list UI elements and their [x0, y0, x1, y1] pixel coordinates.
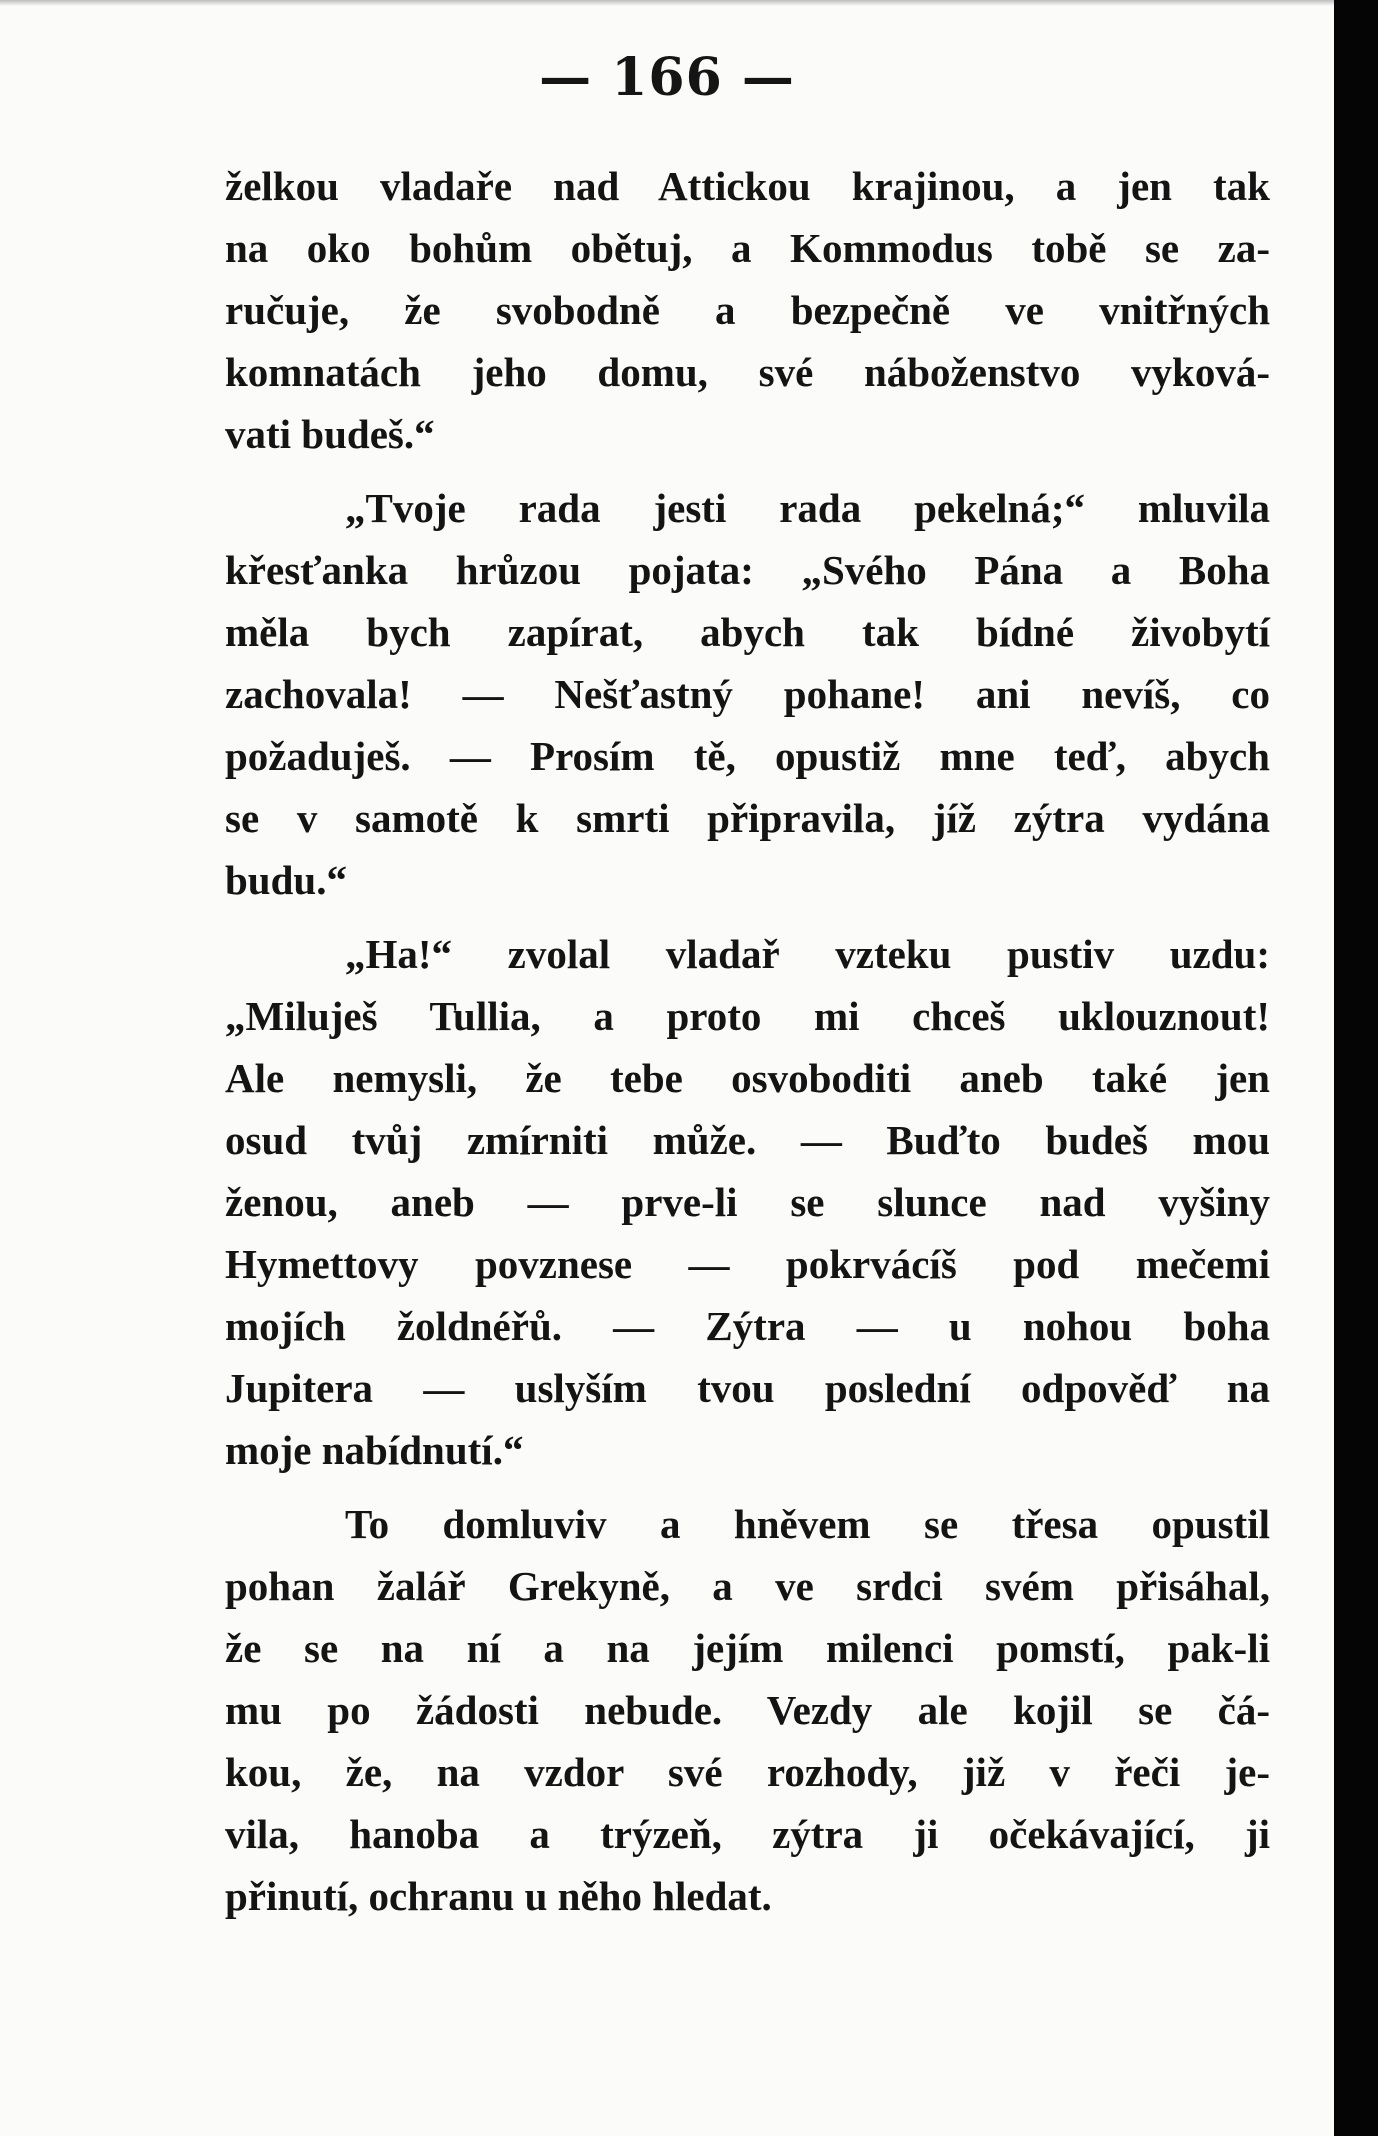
text-line: osud tvůj zmírniti může. — Buďto budeš mou — [225, 1117, 1270, 1163]
text-line: se v samotě k smrti připravila, jíž zýtra vydána — [225, 795, 1270, 841]
text-line: přinutí, ochranu u něho hledat. — [225, 1873, 772, 1919]
text-line: „Ha!“ zvolal vladař vzteku pustiv uzdu: — [345, 931, 1270, 977]
text-line: Ale nemysli, že tebe osvoboditi aneb také jen — [225, 1055, 1270, 1101]
text-line: ručuje, že svobodně a bezpečně ve vnitřných — [225, 287, 1270, 333]
text-line: mojích žoldnéřů. — Zýtra — u nohou boha — [225, 1303, 1270, 1349]
scan-dark-border — [1334, 0, 1378, 2136]
text-line: moje nabídnutí.“ — [225, 1427, 524, 1473]
text-line: budu.“ — [225, 857, 347, 903]
body-text — [225, 155, 1270, 1939]
paragraph-1 — [225, 155, 1270, 465]
text-line: vati budeš.“ — [225, 411, 435, 457]
page-top-edge — [0, 0, 1334, 6]
text-line: mu po žádosti nebude. Vezdy ale kojil se čá- — [225, 1687, 1270, 1733]
text-line: že se na ní a na jejím milenci pomstí, pak-li — [225, 1625, 1270, 1671]
page-number: — 166 — — [539, 47, 795, 108]
text-line: želkou vladaře nad Attickou krajinou, a jen tak — [225, 163, 1270, 209]
paragraph-2 — [225, 477, 1270, 911]
text-line: „Tvoje rada jesti rada pekelná;“ mluvila — [345, 485, 1270, 531]
text-line: vila, hanoba a trýzeň, zýtra ji očekávající, ji — [225, 1811, 1270, 1857]
paragraph-3 — [225, 923, 1270, 1481]
text-line: kou, že, na vzdor své rozhody, již v řeči je- — [225, 1749, 1270, 1795]
text-line: To domluviv a hněvem se třesa opustil — [345, 1501, 1270, 1547]
text-line: Hymettovy povznese — pokrvácíš pod mečemi — [225, 1241, 1270, 1287]
text-line: komnatách jeho domu, své náboženstvo vyková- — [225, 349, 1270, 395]
paragraph-4 — [225, 1493, 1270, 1927]
text-line: pohan žalář Grekyně, a ve srdci svém přisáhal, — [225, 1563, 1270, 1609]
text-line: požaduješ. — Prosím tě, opustiž mne teď, abych — [225, 733, 1270, 779]
text-line: „Miluješ Tullia, a proto mi chceš uklouznout! — [225, 993, 1270, 1039]
text-line: křesťanka hrůzou pojata: „Svého Pána a Boha — [225, 547, 1270, 593]
text-line: měla bych zapírat, abych tak bídné živobytí — [225, 609, 1270, 655]
text-line: ženou, aneb — prve-li se slunce nad vyšiny — [225, 1179, 1270, 1225]
text-line: na oko bohům obětuj, a Kommodus tobě se za- — [225, 225, 1270, 271]
text-line: zachovala! — Nešťastný pohane! ani nevíš, co — [225, 671, 1270, 717]
text-line: Jupitera — uslyším tvou poslední odpověď na — [225, 1365, 1270, 1411]
